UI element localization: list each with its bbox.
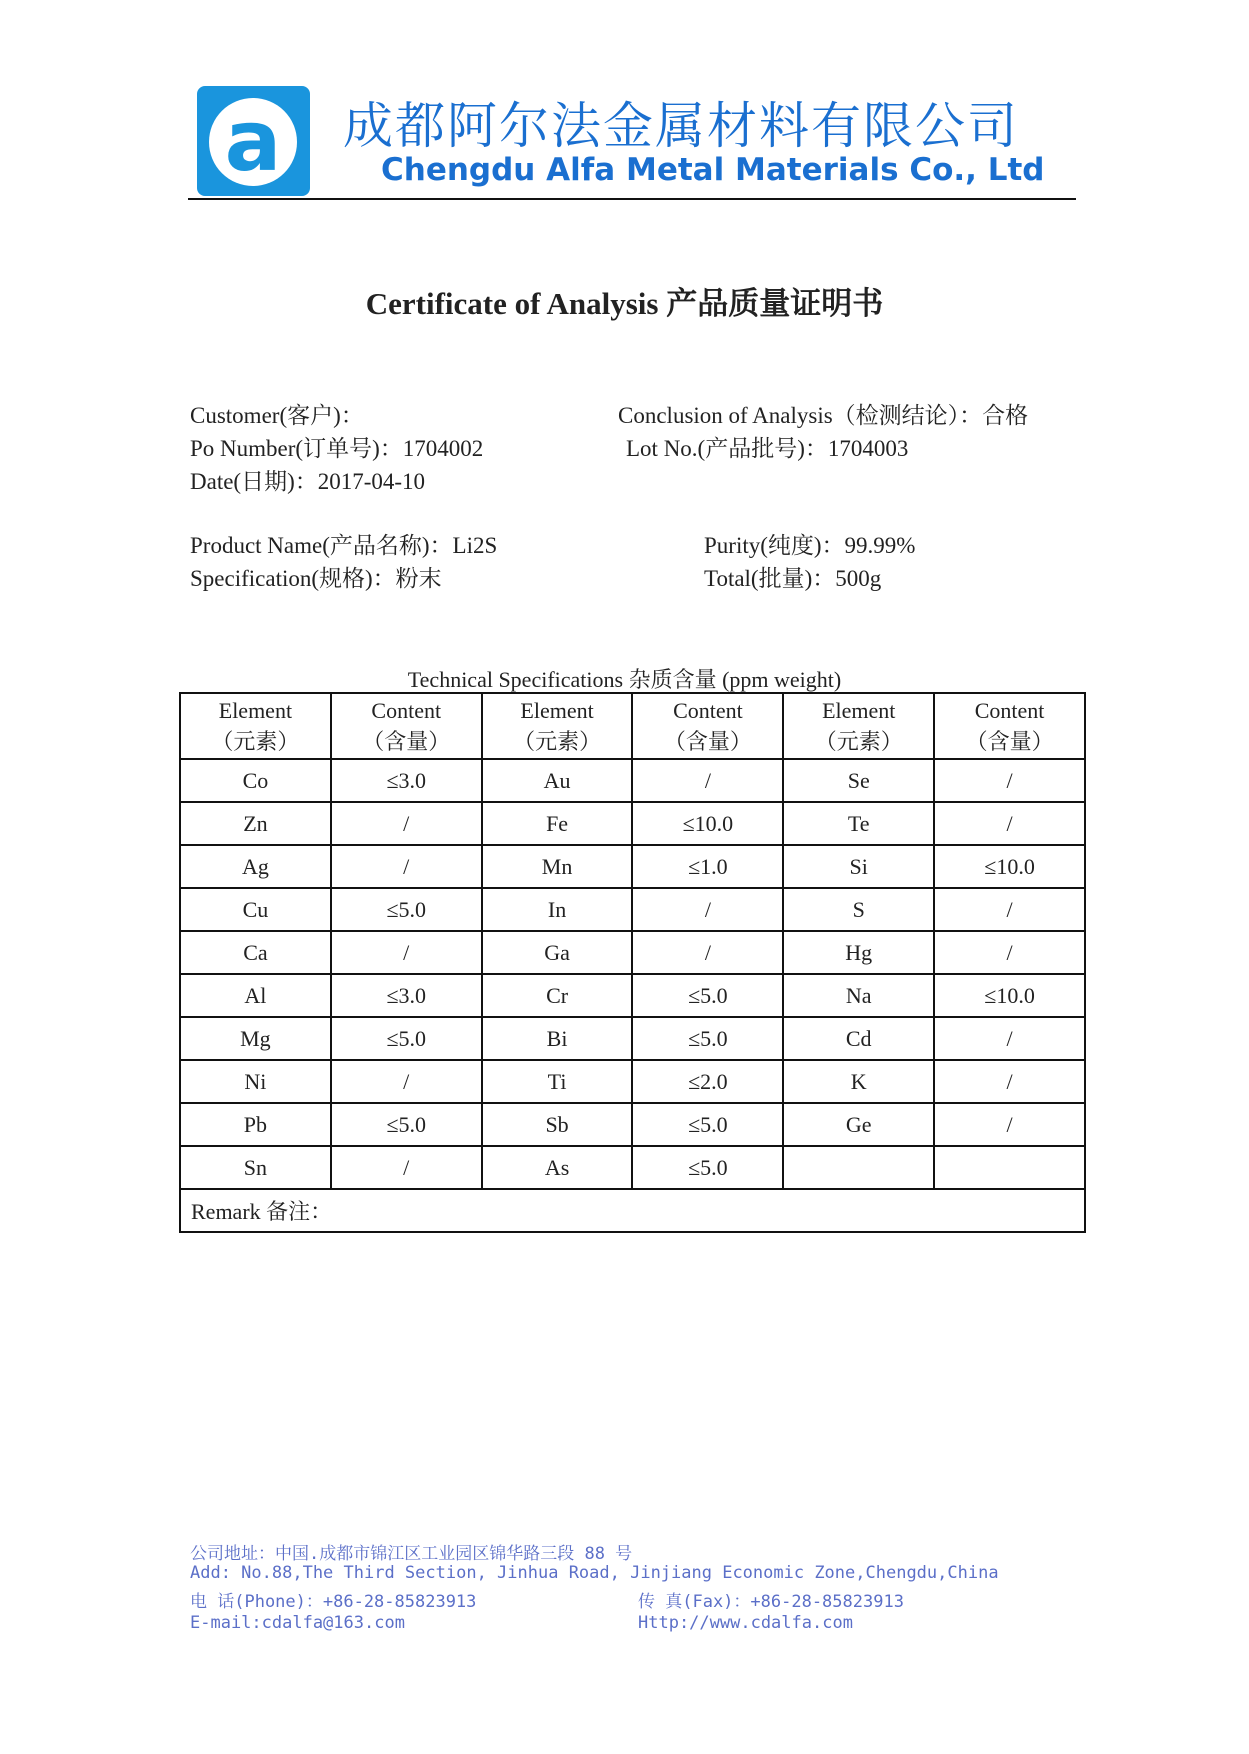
element-cell: Zn	[180, 802, 331, 845]
product-name-field: Product Name(产品名称)：Li2S	[190, 533, 498, 558]
element-cell: Au	[482, 759, 633, 802]
company-name-cn: 成都阿尔法金属材料有限公司	[343, 97, 1019, 155]
content-cell: ≤5.0	[331, 1103, 482, 1146]
element-cell: Cd	[783, 1017, 934, 1060]
table-caption: Technical Specifications 杂质含量 (ppm weight)	[407, 667, 842, 692]
column-header: Content （含量）	[331, 693, 482, 759]
element-cell: Cr	[482, 974, 633, 1017]
content-cell: /	[331, 1060, 482, 1103]
footer-address-en: Add: No.88,The Third Section, Jinhua Road, Jinjiang Economic Zone,Chengdu,China	[190, 1563, 999, 1583]
element-cell: Bi	[482, 1017, 633, 1060]
content-cell: /	[934, 802, 1085, 845]
remark-cell: Remark 备注：	[180, 1189, 1085, 1232]
table-row	[180, 1103, 1085, 1146]
column-header: Content （含量）	[632, 693, 783, 759]
footer-email: E-mail:cdalfa@163.com	[190, 1613, 405, 1633]
column-header: Element （元素）	[783, 693, 934, 759]
content-cell: /	[934, 888, 1085, 931]
footer-address-cn: 公司地址：中国.成都市锦江区工业园区锦华路三段 88 号	[190, 1544, 633, 1564]
content-cell: ≤10.0	[934, 845, 1085, 888]
customer-field: Customer(客户)：	[190, 403, 364, 428]
content-cell: ≤10.0	[632, 802, 783, 845]
element-cell: Te	[783, 802, 934, 845]
impurity-table	[179, 692, 1086, 1233]
element-cell: K	[783, 1060, 934, 1103]
content-cell: ≤5.0	[632, 1146, 783, 1189]
content-cell: /	[934, 1103, 1085, 1146]
document-title: Certificate of Analysis 产品质量证明书	[365, 286, 884, 321]
element-cell: In	[482, 888, 633, 931]
content-cell: /	[934, 759, 1085, 802]
content-cell: ≤1.0	[632, 845, 783, 888]
element-cell: Na	[783, 974, 934, 1017]
content-cell	[934, 1146, 1085, 1189]
element-cell: Mg	[180, 1017, 331, 1060]
purity-field: Purity(纯度)：99.99%	[704, 533, 916, 558]
element-cell: Ge	[783, 1103, 934, 1146]
element-cell: Sb	[482, 1103, 633, 1146]
footer-website: Http://www.cdalfa.com	[638, 1613, 853, 1633]
column-header: Element （元素）	[482, 693, 633, 759]
content-cell: ≤5.0	[331, 1017, 482, 1060]
element-cell	[783, 1146, 934, 1189]
content-cell: ≤3.0	[331, 974, 482, 1017]
element-cell: S	[783, 888, 934, 931]
content-cell: ≤5.0	[632, 1017, 783, 1060]
content-cell: /	[632, 888, 783, 931]
element-cell: Hg	[783, 931, 934, 974]
element-cell: Cu	[180, 888, 331, 931]
table-row	[180, 931, 1085, 974]
content-cell: /	[632, 931, 783, 974]
table-row	[180, 802, 1085, 845]
element-cell: Ag	[180, 845, 331, 888]
lot-number-field: Lot No.(产品批号)：1704003	[626, 436, 909, 461]
header-divider	[188, 198, 1076, 200]
table-row	[180, 1017, 1085, 1060]
company-logo	[197, 86, 310, 196]
element-cell: Ca	[180, 931, 331, 974]
total-field: Total(批量)：500g	[704, 566, 882, 591]
element-cell: Sn	[180, 1146, 331, 1189]
table-row	[180, 974, 1085, 1017]
content-cell: /	[331, 1146, 482, 1189]
content-cell: ≤5.0	[632, 1103, 783, 1146]
element-cell: Si	[783, 845, 934, 888]
element-cell: Se	[783, 759, 934, 802]
element-cell: Ni	[180, 1060, 331, 1103]
content-cell: /	[934, 1060, 1085, 1103]
element-cell: Pb	[180, 1103, 331, 1146]
content-cell: /	[934, 931, 1085, 974]
element-cell: Ti	[482, 1060, 633, 1103]
logo-a-icon	[197, 86, 310, 196]
content-cell: /	[632, 759, 783, 802]
logo-letter: a	[224, 92, 282, 190]
table-row	[180, 759, 1085, 802]
content-cell: /	[934, 1017, 1085, 1060]
table-row	[180, 1146, 1085, 1189]
content-cell: ≤5.0	[331, 888, 482, 931]
conclusion-field: Conclusion of Analysis（检测结论）：合格	[618, 403, 1029, 428]
column-header: Element （元素）	[180, 693, 331, 759]
footer-phone: 电 话(Phone)：+86-28-85823913	[190, 1592, 477, 1612]
content-cell: ≤5.0	[632, 974, 783, 1017]
element-cell: Fe	[482, 802, 633, 845]
content-cell: /	[331, 802, 482, 845]
content-cell: /	[331, 845, 482, 888]
table-row	[180, 1060, 1085, 1103]
column-header: Content （含量）	[934, 693, 1085, 759]
company-name-en: Chengdu Alfa Metal Materials Co., Ltd	[381, 152, 1045, 188]
po-number-field: Po Number(订单号)：1704002	[190, 436, 484, 461]
content-cell: /	[331, 931, 482, 974]
content-cell: ≤2.0	[632, 1060, 783, 1103]
footer-fax: 传 真(Fax)：+86-28-85823913	[638, 1592, 904, 1612]
specification-field: Specification(规格)：粉末	[190, 566, 442, 591]
element-cell: Al	[180, 974, 331, 1017]
element-cell: Co	[180, 759, 331, 802]
remark-row	[180, 1189, 1085, 1232]
table-row	[180, 845, 1085, 888]
date-field: Date(日期)：2017-04-10	[190, 469, 426, 494]
table-row	[180, 888, 1085, 931]
table-header-row	[180, 693, 1085, 759]
element-cell: As	[482, 1146, 633, 1189]
content-cell: ≤10.0	[934, 974, 1085, 1017]
element-cell: Mn	[482, 845, 633, 888]
content-cell: ≤3.0	[331, 759, 482, 802]
element-cell: Ga	[482, 931, 633, 974]
